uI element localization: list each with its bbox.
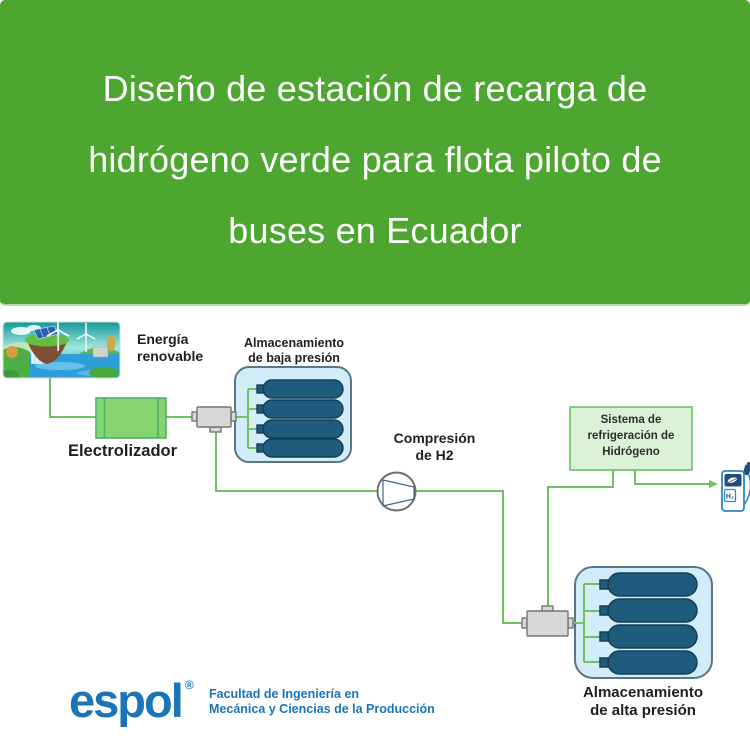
tank — [608, 625, 697, 648]
compression-label: Compresión de H2 — [393, 430, 476, 463]
tank — [263, 420, 343, 438]
tank — [263, 380, 343, 398]
espol-logo-text: espol — [69, 674, 182, 727]
electrolyzer-box — [96, 398, 166, 438]
h2-badge-text: H₂ — [725, 493, 735, 501]
high-pressure-storage-label: Almacenamiento de alta presión — [582, 684, 704, 719]
building — [93, 347, 108, 357]
manifold-connector-high — [522, 606, 573, 636]
tank — [263, 400, 343, 418]
faculty-name: Facultad de Ingeniería en Mecánica y Ciencias de la Producción — [209, 687, 435, 716]
tank — [263, 439, 343, 457]
dispenser-hose — [744, 475, 750, 505]
arrowhead-icon — [709, 480, 718, 488]
tank — [608, 651, 697, 674]
tree-icon — [107, 335, 116, 351]
tank — [608, 573, 697, 596]
manifold-connector-low — [192, 407, 236, 432]
low-pressure-storage-label: Almacenamiento de baja presión — [243, 336, 345, 365]
registered-mark: ® — [184, 678, 194, 692]
h2-dispenser-icon — [722, 462, 750, 511]
renewable-energy-image — [0, 317, 120, 380]
pipe-renewable-to-electrolyzer — [50, 378, 96, 417]
title-line-3: buses en Ecuador — [228, 210, 522, 251]
compressor-symbol — [378, 473, 416, 511]
electrolyzer-label: Electrolizador — [67, 442, 178, 460]
pipe-cooling-to-dispenser — [635, 470, 709, 484]
title-line-1: Diseño de estación de recarga de — [102, 68, 648, 109]
espol-logo — [69, 674, 194, 727]
title-line-2: hidrógeno verde para flota piloto de — [88, 139, 662, 180]
tree-icon — [6, 346, 18, 358]
cooling-system-label: Sistema de refrigeración de Hidrógeno — [587, 414, 675, 458]
bush — [89, 367, 119, 379]
renewable-energy-label: Energía renovable — [137, 331, 204, 364]
tank — [608, 599, 697, 622]
